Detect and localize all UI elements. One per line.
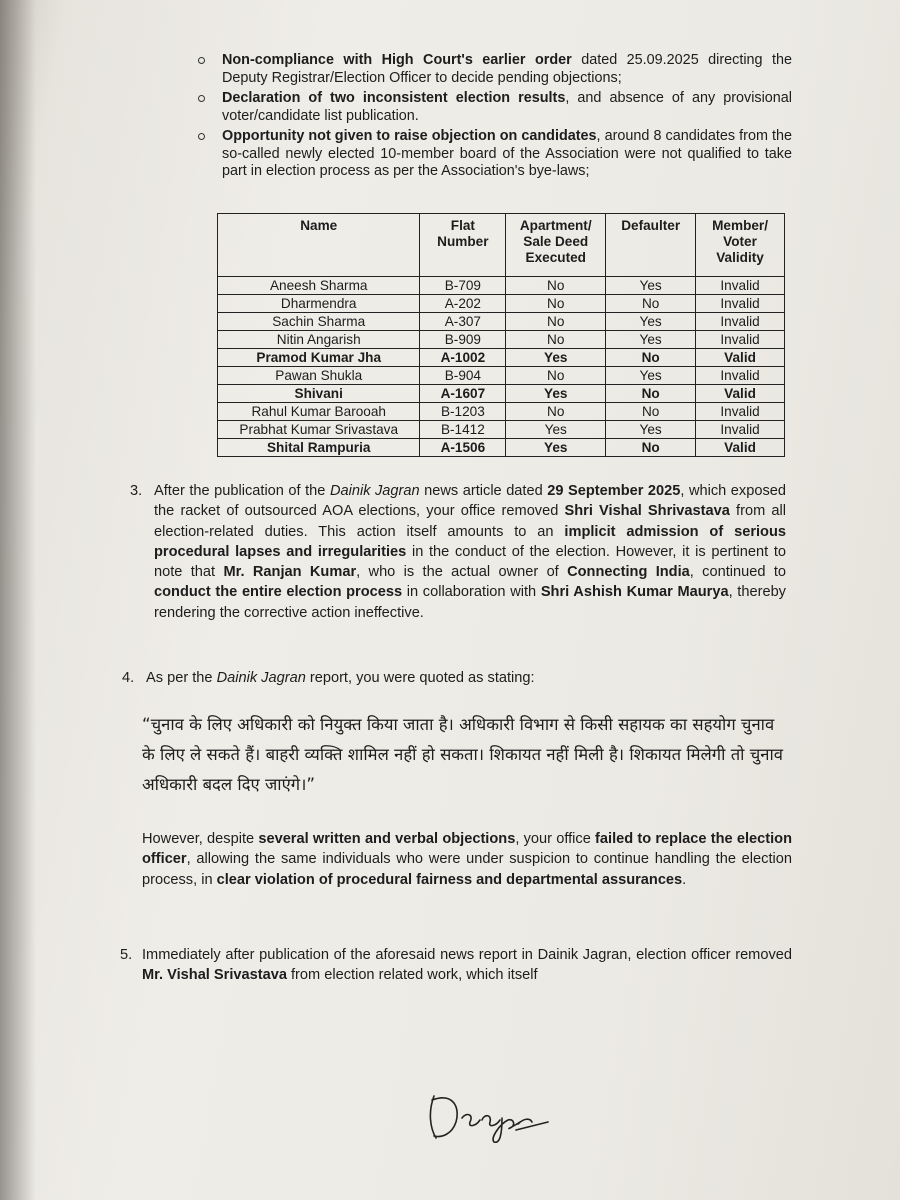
para-4-continuation: However, despite several written and verbal objections, your office failed to replace the election officer, allowing the same individuals who were under suspicion to continue handling the election process, in clear violation of procedural fairness and departmental assurances. — [142, 831, 792, 888]
cell-validity: Invalid — [696, 277, 785, 295]
table-row — [218, 313, 785, 331]
cell-defaulter: Yes — [606, 421, 696, 439]
cell-flat-number: A-1506 — [420, 439, 506, 457]
table-row — [218, 331, 785, 349]
bullet-item-2 — [192, 90, 792, 125]
table-row — [218, 277, 785, 295]
candidate-table — [217, 213, 785, 457]
cell-defaulter: Yes — [606, 331, 696, 349]
cell-sale-deed: No — [506, 403, 606, 421]
cell-sale-deed: Yes — [506, 349, 606, 367]
cell-name: Shivani — [218, 385, 420, 403]
cell-sale-deed: Yes — [506, 421, 606, 439]
cell-defaulter: No — [606, 403, 696, 421]
cell-name: Sachin Sharma — [218, 313, 420, 331]
header-defaulter: Defaulter — [606, 214, 696, 277]
table-row — [218, 385, 785, 403]
cell-defaulter: Yes — [606, 277, 696, 295]
cell-validity: Valid — [696, 439, 785, 457]
cell-name: Nitin Angarish — [218, 331, 420, 349]
bullet-circle-icon — [198, 95, 205, 102]
header-sale-deed: Apartment/ Sale Deed Executed — [506, 214, 606, 277]
cell-flat-number: B-709 — [420, 277, 506, 295]
cell-sale-deed: Yes — [506, 439, 606, 457]
table-row — [218, 421, 785, 439]
cell-flat-number: B-909 — [420, 331, 506, 349]
cell-flat-number: B-904 — [420, 367, 506, 385]
cell-flat-number: B-1412 — [420, 421, 506, 439]
cell-name: Pawan Shukla — [218, 367, 420, 385]
para-5-number: 5. — [120, 947, 133, 963]
cell-sale-deed: No — [506, 331, 606, 349]
bullet-text: , and absence of any provisional voter/candidate list publication. — [222, 90, 792, 124]
cell-validity: Invalid — [696, 295, 785, 313]
cell-flat-number: A-1002 — [420, 349, 506, 367]
cell-defaulter: No — [606, 295, 696, 313]
para-4-number: 4. — [122, 670, 135, 686]
cell-name: Shital Rampuria — [218, 439, 420, 457]
para-5-text: Immediately after publication of the aforesaid news report in Dainik Jagran, election officer removed Mr. Vishal Srivastava from election related work, which itself — [142, 947, 792, 984]
cell-sale-deed: No — [506, 367, 606, 385]
hindi-quote: “चुनाव के लिए अधिकारी को नियुक्त किया जाता है। अधिकारी विभाग से किसी सहायक का सहयोग चुनाव के लिए ले सकते हैं। बाहरी व्यक्ति शामिल नहीं हो सकता। शिकायत नहीं मिली है। शिकायत मिलेगी तो चुनाव अधिकारी बदल दिए जाएंगे।” — [142, 715, 784, 794]
cell-defaulter: Yes — [606, 367, 696, 385]
para-3-number: 3. — [130, 483, 143, 499]
table-row — [218, 403, 785, 421]
cell-validity: Invalid — [696, 367, 785, 385]
cell-validity: Invalid — [696, 313, 785, 331]
cell-flat-number: A-202 — [420, 295, 506, 313]
cell-defaulter: Yes — [606, 313, 696, 331]
cell-validity: Valid — [696, 349, 785, 367]
cell-name: Dharmendra — [218, 295, 420, 313]
header-validity: Member/ Voter Validity — [696, 214, 785, 277]
cell-defaulter: No — [606, 439, 696, 457]
bullet-circle-icon — [198, 57, 205, 64]
bullet-item-1 — [192, 52, 792, 87]
cell-name: Prabhat Kumar Srivastava — [218, 421, 420, 439]
cell-validity: Invalid — [696, 421, 785, 439]
bullet-text: , around 8 candidates from the so-called newly elected 10-member board of the Association were not qualified to take part in election process as per the Association's bye-laws; — [222, 128, 792, 179]
bullet-text: dated 25.09.2025 directing the Deputy Registrar/Election Officer to decide pending objections; — [222, 52, 792, 86]
cell-sale-deed: No — [506, 277, 606, 295]
para-4-intro: As per the Dainik Jagran report, you were quoted as stating: — [146, 670, 535, 686]
cell-name: Pramod Kumar Jha — [218, 349, 420, 367]
bullet-bold: Declaration of two inconsistent election results — [222, 90, 566, 106]
cell-validity: Invalid — [696, 403, 785, 421]
cell-validity: Invalid — [696, 331, 785, 349]
table-row — [218, 439, 785, 457]
objection-bullet-list — [192, 52, 792, 184]
table-row — [218, 349, 785, 367]
cell-sale-deed: No — [506, 313, 606, 331]
bullet-item-3 — [192, 128, 792, 181]
cell-sale-deed: Yes — [506, 385, 606, 403]
handwritten-signature — [420, 1078, 560, 1148]
header-flat-number: Flat Number — [420, 214, 506, 277]
para-3-text: After the publication of the Dainik Jagran news article dated 29 September 2025, which exposed the racket of outsourced AOA elections, your office removed Shri Vishal Shrivastava from all election-related duties. This action itself amounts to an implicit admission of serious procedural lapses and irregularities in the conduct of the election. However, it is pertinent to note that Mr. Ranjan Kumar, who is the actual owner of Connecting India, continued to conduct the entire election process in collaboration with Shri Ashish Kumar Maurya, thereby rendering the corrective action ineffective. — [154, 483, 786, 621]
cell-name: Aneesh Sharma — [218, 277, 420, 295]
cell-flat-number: A-307 — [420, 313, 506, 331]
table-row — [218, 295, 785, 313]
cell-sale-deed: No — [506, 295, 606, 313]
cell-defaulter: No — [606, 385, 696, 403]
header-name: Name — [218, 214, 420, 277]
cell-validity: Valid — [696, 385, 785, 403]
cell-name: Rahul Kumar Barooah — [218, 403, 420, 421]
cell-flat-number: B-1203 — [420, 403, 506, 421]
table-body — [218, 277, 785, 457]
table-row — [218, 367, 785, 385]
cell-flat-number: A-1607 — [420, 385, 506, 403]
cell-defaulter: No — [606, 349, 696, 367]
table-header-row — [218, 214, 785, 277]
bullet-bold: Opportunity not given to raise objection on candidates — [222, 128, 597, 144]
bullet-circle-icon — [198, 133, 205, 140]
bullet-bold: Non-compliance with High Court's earlier order — [222, 52, 572, 68]
